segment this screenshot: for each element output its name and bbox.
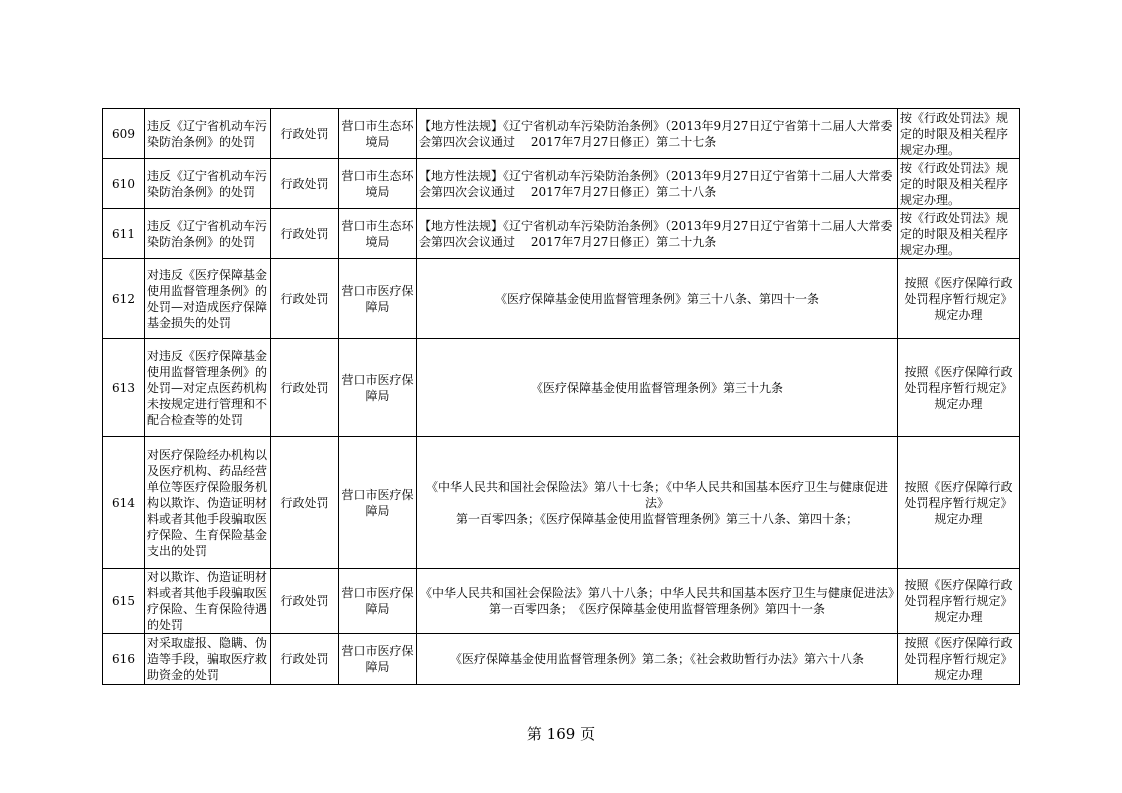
- row-number: 612: [103, 259, 145, 339]
- table-row: [103, 634, 1020, 685]
- table-row: [103, 209, 1020, 259]
- legal-basis-line: 【地方性法规】《辽宁省机动车污染防治条例》（2013年9月27日辽宁省第十二届人大常委会第四次会议通过 2017年7月27日修正）第二十八条: [419, 168, 893, 199]
- legal-basis: [417, 259, 898, 339]
- procedure-note: 按《行政处罚法》规定的时限及相关程序规定办理。: [898, 209, 1020, 259]
- penalty-type: 行政处罚: [271, 569, 339, 634]
- row-number: 610: [103, 159, 145, 209]
- legal-basis-line: 第一百零四条；《医疗保障基金使用监督管理条例》第三十八条、第四十条；: [455, 511, 858, 526]
- table-row: [103, 109, 1020, 159]
- rules-table: [102, 108, 1020, 685]
- legal-basis-line: 《中华人民共和国社会保险法》第八十七条；《中华人民共和国基本医疗卫生与健康促进法》: [425, 479, 888, 510]
- legal-basis-line: 《医疗保障基金使用监督管理条例》第三十八条、第四十一条: [494, 291, 819, 306]
- legal-basis: [417, 569, 898, 634]
- enforcement-agency: 营口市医疗保障局: [339, 634, 417, 685]
- penalty-type: 行政处罚: [271, 109, 339, 159]
- legal-basis-line: 【地方性法规】《辽宁省机动车污染防治条例》（2013年9月27日辽宁省第十二届人大常委会第四次会议通过 2017年7月27日修正）第二十七条: [419, 118, 893, 149]
- row-number: 615: [103, 569, 145, 634]
- table-row: [103, 339, 1020, 437]
- page-number: 第 169 页: [526, 725, 596, 743]
- enforcement-agency: 营口市医疗保障局: [339, 339, 417, 437]
- penalty-item-name: 违反《辽宁省机动车污染防治条例》的处罚: [145, 159, 271, 209]
- rules-table-body: [103, 109, 1020, 685]
- penalty-type: 行政处罚: [271, 634, 339, 685]
- table-row: [103, 259, 1020, 339]
- legal-basis: [417, 437, 898, 569]
- legal-basis-line: 【地方性法规】《辽宁省机动车污染防治条例》（2013年9月27日辽宁省第十二届人大常委会第四次会议通过 2017年7月27日修正）第二十九条: [419, 218, 893, 249]
- procedure-note: 按《行政处罚法》规定的时限及相关程序规定办理。: [898, 159, 1020, 209]
- legal-basis: [417, 339, 898, 437]
- table-row: [103, 437, 1020, 569]
- penalty-item-name: 违反《辽宁省机动车污染防治条例》的处罚: [145, 109, 271, 159]
- row-number: 611: [103, 209, 145, 259]
- penalty-type: 行政处罚: [271, 159, 339, 209]
- row-number: 613: [103, 339, 145, 437]
- procedure-note: 按照《医疗保障行政处罚程序暂行规定》规定办理: [898, 259, 1020, 339]
- enforcement-agency: 营口市生态环境局: [339, 109, 417, 159]
- penalty-item-name: 对采取虚报、隐瞒、伪造等手段，骗取医疗救助资金的处罚: [145, 634, 271, 685]
- legal-basis-line: 《医疗保障基金使用监督管理条例》第三十九条: [530, 380, 783, 395]
- enforcement-agency: 营口市医疗保障局: [339, 259, 417, 339]
- legal-basis: [417, 109, 898, 159]
- procedure-note: 按照《医疗保障行政处罚程序暂行规定》规定办理: [898, 634, 1020, 685]
- penalty-item-name: 对医疗保险经办机构以及医疗机构、药品经营单位等医疗保险服务机构以欺诈、伪造证明材料或者其他手段骗取医疗保险、生育保险基金支出的处罚: [145, 437, 271, 569]
- procedure-note: 按照《医疗保障行政处罚程序暂行规定》规定办理: [898, 569, 1020, 634]
- penalty-item-name: 对违反《医疗保障基金使用监督管理条例》的处罚—对造成医疗保障基金损失的处罚: [145, 259, 271, 339]
- legal-basis: [417, 634, 898, 685]
- enforcement-agency: 营口市生态环境局: [339, 159, 417, 209]
- penalty-item-name: 违反《辽宁省机动车污染防治条例》的处罚: [145, 209, 271, 259]
- penalty-item-name: 对违反《医疗保障基金使用监督管理条例》的处罚—对定点医药机构未按规定进行管理和不配合检查等的处罚: [145, 339, 271, 437]
- enforcement-agency: 营口市生态环境局: [339, 209, 417, 259]
- table-row: [103, 159, 1020, 209]
- procedure-note: 按《行政处罚法》规定的时限及相关程序规定办理。: [898, 109, 1020, 159]
- row-number: 616: [103, 634, 145, 685]
- penalty-type: 行政处罚: [271, 209, 339, 259]
- penalty-item-name: 对以欺诈、伪造证明材料或者其他手段骗取医疗保险、生育保险待遇的处罚: [145, 569, 271, 634]
- table-row: [103, 569, 1020, 634]
- penalty-type: 行政处罚: [271, 259, 339, 339]
- enforcement-agency: 营口市医疗保障局: [339, 569, 417, 634]
- penalty-type: 行政处罚: [271, 437, 339, 569]
- enforcement-agency: 营口市医疗保障局: [339, 437, 417, 569]
- procedure-note: 按照《医疗保障行政处罚程序暂行规定》规定办理: [898, 339, 1020, 437]
- legal-basis-line: 《医疗保障基金使用监督管理条例》第二条；《社会救助暂行办法》第六十八条: [449, 652, 864, 666]
- penalty-type: 行政处罚: [271, 339, 339, 437]
- legal-basis: [417, 159, 898, 209]
- row-number: 614: [103, 437, 145, 569]
- legal-basis: [417, 209, 898, 259]
- row-number: 609: [103, 109, 145, 159]
- procedure-note: 按照《医疗保障行政处罚程序暂行规定》规定办理: [898, 437, 1020, 569]
- legal-basis-line: 《中华人民共和国社会保险法》第八十八条；中华人民共和国基本医疗卫生与健康促进法》第一百零四条； 《医疗保障基金使用监督管理条例》第四十一条: [419, 586, 894, 616]
